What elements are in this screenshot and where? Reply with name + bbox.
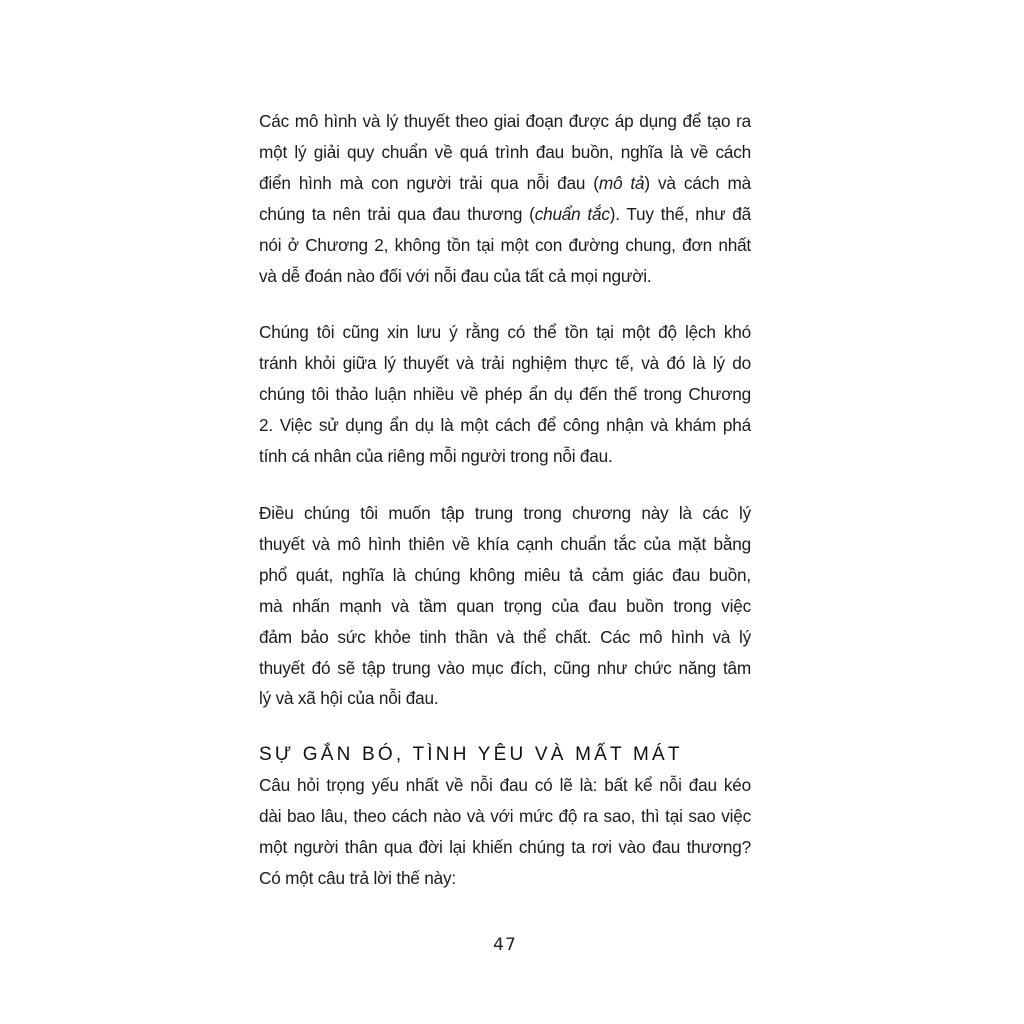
- text-line: thuyết và mô hình thiên về khía cạnh chuẩn tắc của mặt bằng: [259, 533, 751, 554]
- text-line: và dễ đoán nào đối với nỗi đau của tất cả mọi người.: [259, 265, 652, 286]
- text-line: chúng tôi thảo luận nhiều về phép ẩn dụ đến thế trong Chương: [259, 384, 751, 405]
- page-number: 47: [493, 935, 517, 955]
- text-line: dài bao lâu, theo cách nào và với mức độ ra sao, thì tại sao việc: [259, 806, 751, 827]
- text-line: lý và xã hội của nỗi đau.: [259, 688, 439, 709]
- text-line: thuyết đó sẽ tập trung vào mục đích, cũng như chức năng tâm: [259, 657, 751, 678]
- paragraph-1: [259, 106, 751, 291]
- text-line: Điều chúng tôi muốn tập trung trong chương này là các lý: [259, 502, 751, 523]
- italic-term: chuẩn tắc: [534, 203, 610, 224]
- section-heading: SỰ GẮN BÓ, TÌNH YÊU VÀ MẤT MÁT: [259, 744, 683, 766]
- text-line: Chúng tôi cũng xin lưu ý rằng có thể tồn tại một độ lệch khó: [259, 322, 751, 343]
- text-span: điển hình mà con người trải qua nỗi đau (: [259, 172, 599, 193]
- text-line: đảm bảo sức khỏe tinh thần và thể chất. Các mô hình và lý: [259, 626, 751, 647]
- paragraph-2: [259, 317, 751, 472]
- text-line: phổ quát, nghĩa là chúng không miêu tả cảm giác đau buồn,: [259, 564, 751, 585]
- text-line: một người thân qua đời lại khiến chúng ta rơi vào đau thương?: [259, 837, 751, 858]
- text-line: Câu hỏi trọng yếu nhất về nỗi đau có lẽ là: bất kể nỗi đau kéo: [259, 775, 751, 796]
- text-line: tránh khỏi giữa lý thuyết và trải nghiệm thực tế, và đó là lý do: [259, 353, 751, 374]
- text-line: 2. Việc sử dụng ẩn dụ là một cách để công nhận và khám phá: [259, 415, 751, 436]
- book-page: [259, 106, 751, 920]
- text-line: nói ở Chương 2, không tồn tại một con đường chung, đơn nhất: [259, 234, 751, 255]
- paragraph-3: [259, 498, 751, 714]
- text-line: một lý giải quy chuẩn về quá trình đau buồn, nghĩa là về cách: [259, 141, 751, 162]
- text-line: [259, 199, 751, 230]
- text-span: chúng ta nên trải qua đau thương (: [259, 203, 535, 224]
- italic-term: mô tả: [598, 172, 645, 193]
- text-span: ). Tuy thế, như đã: [609, 203, 751, 224]
- text-line: Các mô hình và lý thuyết theo giai đoạn được áp dụng để tạo ra: [259, 111, 751, 131]
- text-line: [259, 168, 751, 199]
- text-line: Có một câu trả lời thế này:: [259, 868, 456, 889]
- text-line: mà nhấn mạnh và tầm quan trọng của đau buồn trong việc: [259, 595, 751, 616]
- text-span: ) và cách mà: [644, 172, 751, 193]
- text-line: tính cá nhân của riêng mỗi người trong nỗi đau.: [259, 446, 613, 467]
- section-paragraph: [259, 770, 751, 894]
